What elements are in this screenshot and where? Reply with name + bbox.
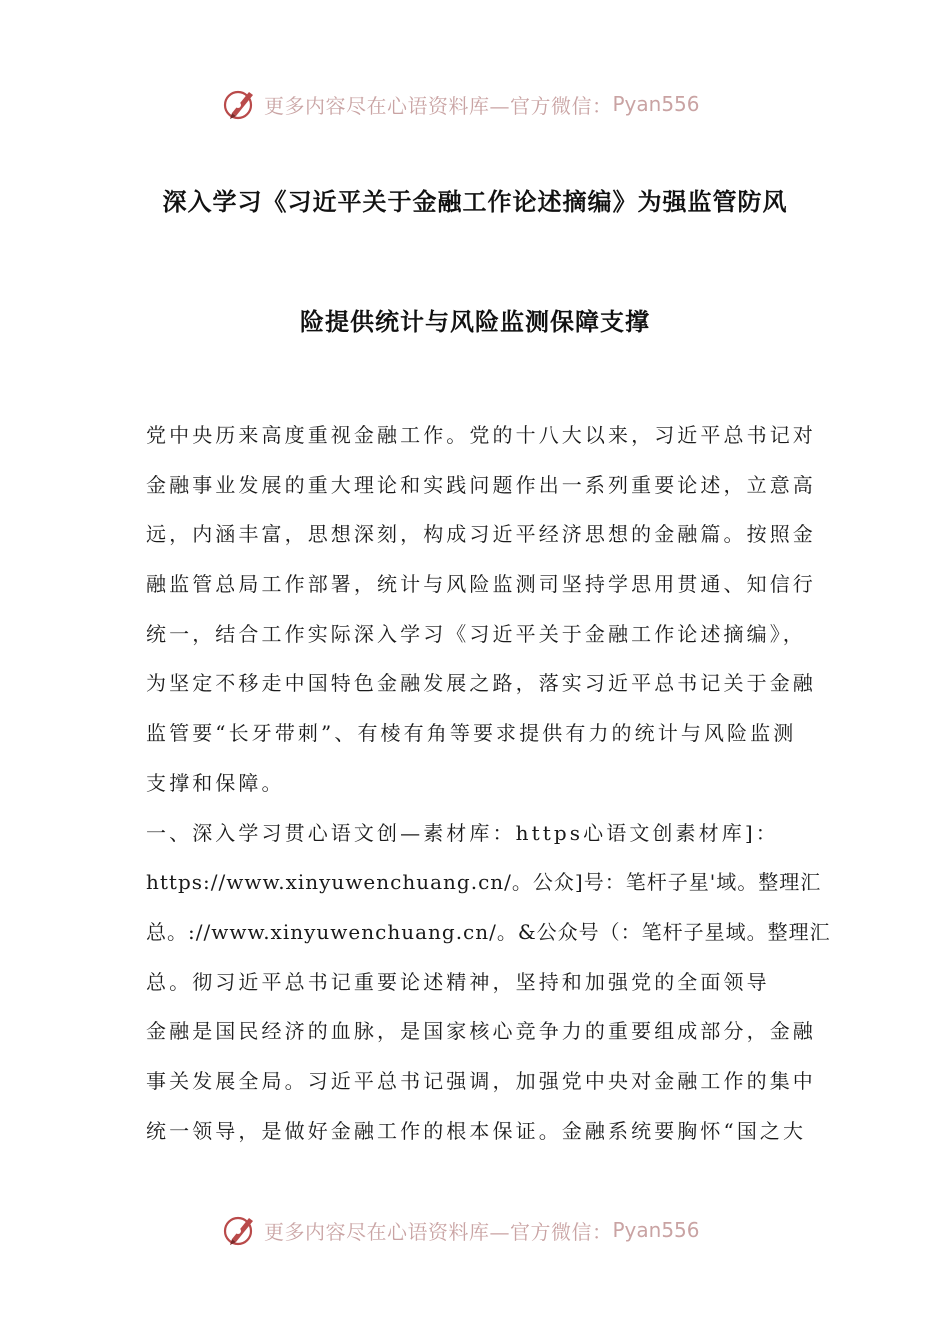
text-line: 支撑和保障。 [146, 770, 285, 795]
text-line: 总。彻习近平总书记重要论述精神，坚持和加强党的全面领导 [146, 969, 770, 994]
watermark-text: 更多内容尽在心语资料库—官方微信： [264, 1219, 613, 1244]
watermark-id: Pyan556 [612, 92, 700, 116]
text-line: https://www.xinyuwenchuang.cn/。公众]号：笔杆子星'域。整理汇 [146, 870, 822, 895]
text-line: 总。://www.xinyuwenchuang.cn/。&公众号（：笔杆子星域。整理汇 [146, 919, 831, 944]
document-title-line-1: 深入学习《习近平关于金融工作论述摘编》为强监管防风 [162, 188, 788, 216]
text-line: 融监管总局工作部署，统计与风险监测司坚持学思用贯通、知信行 [146, 572, 816, 597]
text-line: 监管要“长牙带刺”、有棱有角等要求提供有力的统计与风险监测 [146, 721, 797, 746]
document-title-line-2: 险提供统计与风险监测保障支撑 [300, 308, 650, 336]
watermark-banner-top [222, 84, 742, 124]
body-text [146, 420, 831, 1165]
watermark-banner-bottom [222, 1210, 742, 1250]
text-line: 金融是国民经济的血脉，是国家核心竞争力的重要组成部分，金融 [146, 1019, 816, 1044]
pen-circle-logo-icon [222, 1212, 258, 1248]
text-line: 一、深入学习贯心语文创—素材库：https心语文创素材库]： [146, 820, 779, 845]
text-line: 为坚定不移走中国特色金融发展之路，落实习近平总书记关于金融 [146, 671, 816, 696]
watermark-id: Pyan556 [612, 1218, 700, 1242]
text-line: 事关发展全局。习近平总书记强调，加强党中央对金融工作的集中 [146, 1068, 816, 1093]
text-line: 党中央历来高度重视金融工作。党的十八大以来，习近平总书记对 [146, 423, 816, 447]
pen-circle-logo-icon [222, 86, 258, 122]
text-line: 统一领导，是做好金融工作的根本保证。金融系统要胸怀“国之大 [146, 1118, 807, 1143]
text-line: 金融事业发展的重大理论和实践问题作出一系列重要论述，立意高 [146, 472, 816, 497]
text-line: 远，内涵丰富，思想深刻，构成习近平经济思想的金融篇。按照金 [146, 522, 816, 547]
text-line: 统一，结合工作实际深入学习《习近平关于金融工作论述摘编》， [146, 621, 806, 646]
watermark-text: 更多内容尽在心语资料库—官方微信： [264, 93, 613, 118]
